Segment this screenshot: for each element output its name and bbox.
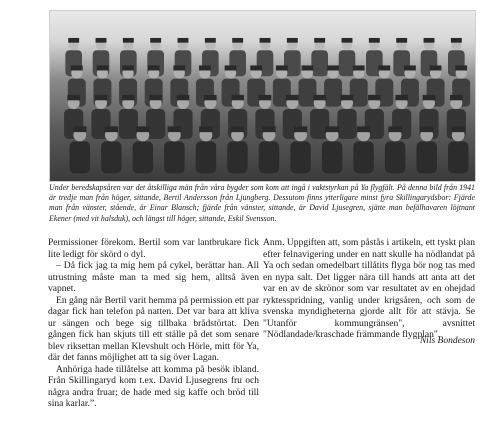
- soldier-cap: [105, 126, 118, 132]
- article-column-left: [48, 237, 259, 410]
- soldier-cap: [341, 95, 354, 100]
- soldier-cap: [231, 95, 244, 100]
- soldier-body: [311, 50, 328, 76]
- soldier-body: [164, 141, 184, 173]
- soldier-cap: [259, 95, 272, 100]
- soldier-cap: [149, 95, 162, 100]
- soldier-cap: [97, 65, 109, 70]
- soldier-cap: [378, 65, 390, 70]
- soldier-cap: [150, 38, 161, 43]
- soldier-cap: [123, 38, 134, 43]
- soldier-cap: [136, 126, 149, 132]
- soldier-body: [353, 141, 373, 173]
- soldier-cap: [148, 65, 160, 70]
- soldier-cap: [262, 126, 275, 132]
- soldier-cap: [96, 38, 107, 43]
- soldier-body: [339, 50, 356, 76]
- soldier-cap: [177, 95, 190, 100]
- soldier-cap: [67, 95, 80, 100]
- paragraph: Permissioner förekom. Bertil som var lantbrukare fick lite ledigt för skörd o dyl.: [48, 237, 259, 260]
- soldier-cap: [204, 95, 217, 100]
- soldier-cap: [451, 38, 462, 43]
- soldier-cap: [325, 126, 338, 132]
- soldier-cap: [450, 95, 463, 100]
- soldier-body: [416, 141, 436, 173]
- soldier-body: [290, 141, 310, 173]
- soldier-body: [70, 141, 90, 173]
- soldier-cap: [95, 95, 108, 100]
- soldier-body: [324, 79, 342, 107]
- soldier-cap: [71, 65, 83, 70]
- soldier-cap: [276, 65, 288, 70]
- soldier-cap: [424, 38, 435, 43]
- soldier-cap: [357, 126, 370, 132]
- soldier-cap: [199, 126, 212, 132]
- soldier-cap: [199, 65, 211, 70]
- soldier-cap: [260, 38, 271, 43]
- soldier-cap: [452, 126, 465, 132]
- soldier-body: [322, 141, 342, 173]
- author-signature: Nils Bondeson: [419, 336, 475, 346]
- soldier-cap: [314, 38, 325, 43]
- soldier-cap: [205, 38, 216, 43]
- soldier-cap: [388, 126, 401, 132]
- group-photo: [49, 10, 476, 182]
- soldier-cap: [423, 95, 436, 100]
- soldier-body: [385, 141, 405, 173]
- soldier-cap: [369, 38, 380, 43]
- paragraph: Anhöriga hade tillåtelse att komma på besök ibland. Från Skillingaryd kom t.ex. David Ljusegrens fru och några andra fruar; de hade med sig kaffe och bröd till sina karlar.”.: [48, 363, 259, 409]
- soldier-cap: [327, 65, 339, 70]
- soldier-cap: [68, 38, 79, 43]
- soldier-cap: [168, 126, 181, 132]
- soldier-cap: [250, 65, 262, 70]
- soldier-cap: [225, 65, 237, 70]
- soldier-cap: [178, 38, 189, 43]
- soldier-cap: [430, 65, 442, 70]
- soldier-cap: [455, 65, 467, 70]
- soldier-body: [337, 109, 356, 139]
- soldier-body: [259, 141, 279, 173]
- soldier-body: [227, 141, 247, 173]
- soldier-cap: [122, 65, 134, 70]
- soldier-cap: [73, 126, 86, 132]
- soldier-cap: [368, 95, 381, 100]
- soldier-cap: [302, 65, 314, 70]
- soldier-body: [448, 141, 468, 173]
- soldier-cap: [396, 38, 407, 43]
- soldier-cap: [353, 65, 365, 70]
- soldier-cap: [313, 95, 326, 100]
- soldier-cap: [286, 95, 299, 100]
- soldier-cap: [342, 38, 353, 43]
- soldier-body: [196, 141, 216, 173]
- group-photo-soldiers-icon: [50, 11, 475, 181]
- soldier-body: [101, 141, 121, 173]
- soldier-cap: [232, 38, 243, 43]
- soldier-cap: [395, 95, 408, 100]
- note-paragraph: Anm. Uppgiften att, som påstås i artikeln, ett tyskt plan efter felnavigering under en natt skulle ha nödlandat på Ya och sedan omedelbart tillåtits flyga bör nog tas med en nypa salt. Det ligger nära till hands att anta att det var en av de skrönor som var resultatet av en ohejdad ryktesspridning, vanlig under krigsåren, och som de svenska myndigheterna gjorde allt för att stävja. Se "Utanför kommungränsen", avsnittet "Nödlandade/kraschade främmande flygplan".: [263, 237, 475, 340]
- paragraph: En gång när Bertil varit hemma på permission ett par dagar fick han telefon på natten. Det var bara att kliva ur sängen och bege sig tillbaka brådstörtat. Den gången fick han skjuts till ett ställe på det som senare blev riksettan mellan Klevshult och Hörle, mitt för Ya, där det fanns möjlighet att ta sig över Lagan.: [48, 294, 259, 363]
- soldier-cap: [404, 65, 416, 70]
- soldier-cap: [420, 126, 433, 132]
- soldier-cap: [287, 38, 298, 43]
- article-column-right: [263, 237, 475, 341]
- soldier-cap: [231, 126, 244, 132]
- paragraph: – Då fick jag ta mig hem på cykel, berättar han. All utrustning måste man ta med sig hem, alltså även vapnet.: [48, 260, 259, 294]
- soldier-cap: [294, 126, 307, 132]
- soldier-cap: [122, 95, 135, 100]
- soldier-cap: [173, 65, 185, 70]
- soldier-body: [119, 109, 138, 139]
- soldier-body: [133, 141, 153, 173]
- photo-caption: Under beredskapsåren var det åtskilliga män från våra bygder som kom att ingå i vaktstyrkan på Ya flygfält. På denna bild från 1941 är tredje man från höger, sittande, Bertil Andersson från Ljungberg. Dessutom finns ytterligare minst fyra Skillingarydsbor: Fjärde man från vänster, stående, är Einar Blansch; fjärde från vänster, sittande, är David Ljusegren, sjätte man befälhavaren löjtnant Ekener (med vit halsduk), och längst till höger, sittande, Eskil Svensson.: [49, 183, 475, 223]
